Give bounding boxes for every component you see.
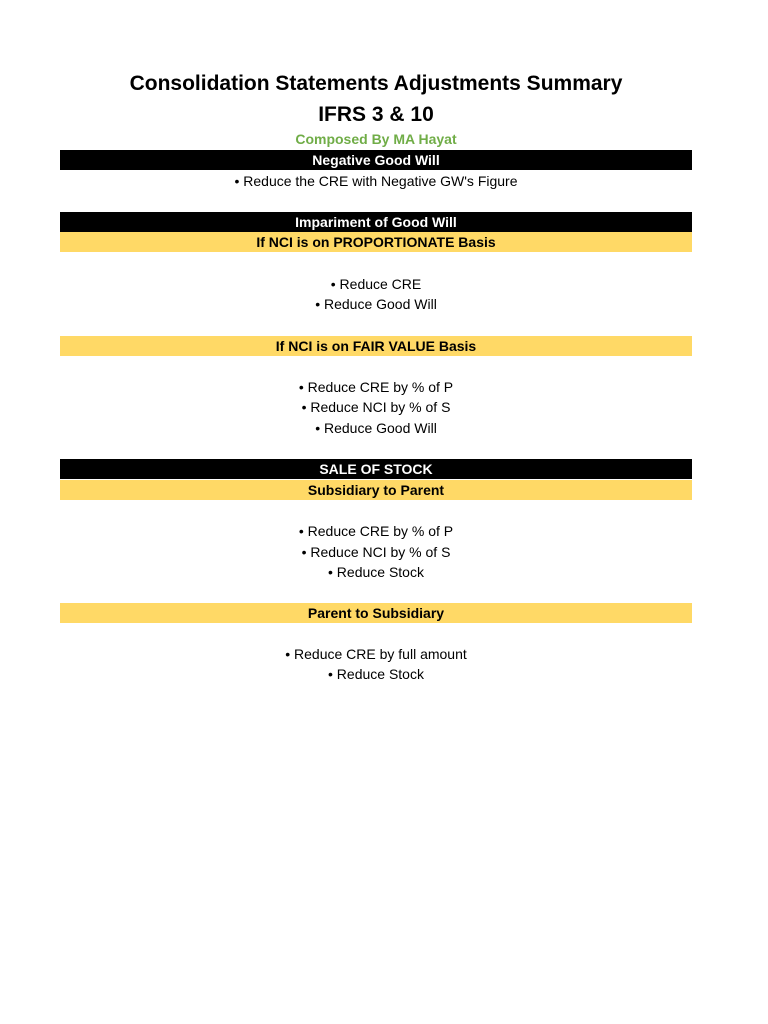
bullet-item: • Reduce CRE by % of P bbox=[298, 379, 454, 395]
subheader-parent-to-subsidiary: Parent to Subsidiary bbox=[60, 603, 692, 623]
bullet-item: • Reduce CRE by % of P bbox=[298, 523, 454, 539]
bullet-item: • Reduce Stock bbox=[328, 666, 424, 682]
section-header-impairment: Impariment of Good Will bbox=[60, 212, 692, 232]
subheader-proportionate-basis: If NCI is on PROPORTIONATE Basis bbox=[60, 232, 692, 252]
section-header-negative-goodwill: Negative Good Will bbox=[60, 150, 692, 170]
bullet-item: • Reduce Stock bbox=[328, 564, 424, 580]
bullet-item: • Reduce CRE bbox=[330, 276, 422, 292]
document-subtitle: IFRS 3 & 10 bbox=[318, 103, 434, 126]
bullet-item: • Reduce NCI by % of S bbox=[301, 399, 451, 415]
bullet-item: • Reduce NCI by % of S bbox=[301, 544, 451, 560]
bullet-item: • Reduce Good Will bbox=[315, 420, 437, 436]
author-credit: Composed By MA Hayat bbox=[295, 131, 457, 147]
bullet-item: • Reduce the CRE with Negative GW's Figure bbox=[234, 173, 518, 189]
document-title: Consolidation Statements Adjustments Summary bbox=[129, 72, 623, 95]
bullet-item: • Reduce Good Will bbox=[315, 296, 437, 312]
section-header-sale-of-stock: SALE OF STOCK bbox=[60, 459, 692, 479]
bullet-item: • Reduce CRE by full amount bbox=[285, 646, 467, 662]
subheader-subsidiary-to-parent: Subsidiary to Parent bbox=[60, 480, 692, 500]
subheader-fair-value-basis: If NCI is on FAIR VALUE Basis bbox=[60, 336, 692, 356]
